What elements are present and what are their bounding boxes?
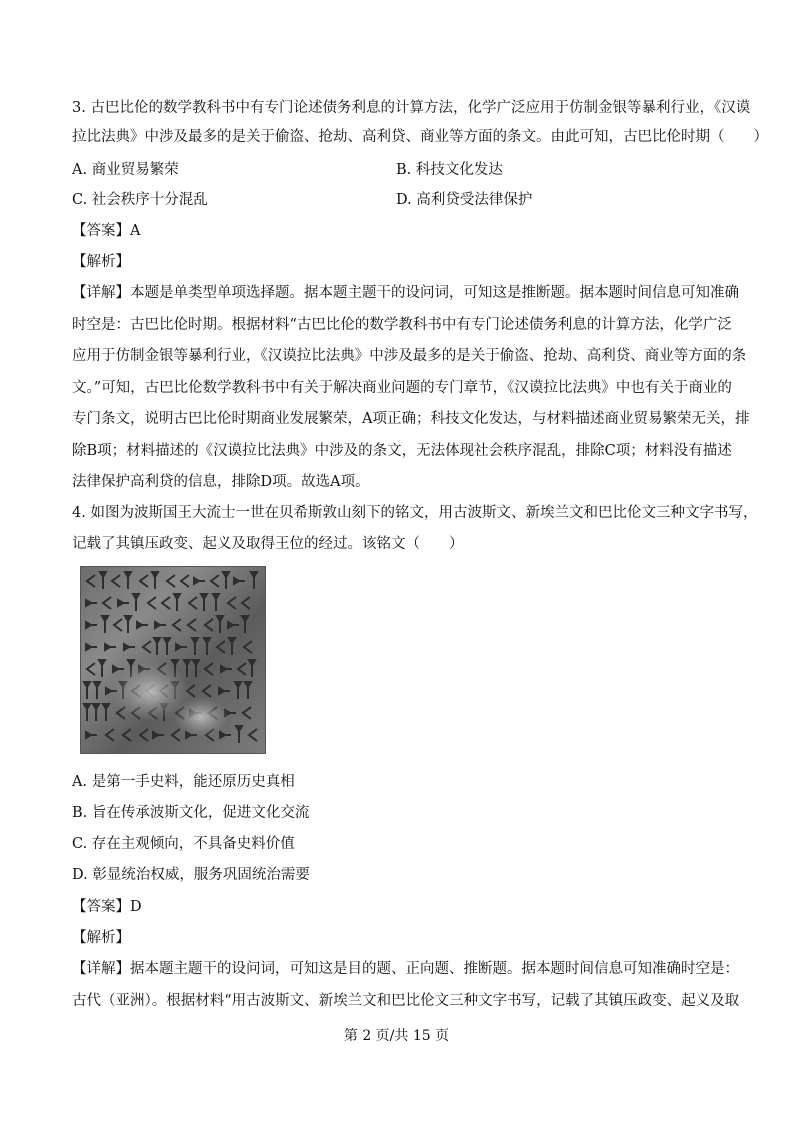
q4-detail xyxy=(72,954,740,1017)
q3-stem-line2: 拉比法典》中涉及最多的是关于偷盗、抢劫、高利贷、商业等方面的条文。由此可知，古巴比伦时期（ ） xyxy=(72,129,768,145)
q3-stem-line1: 3. 古巴比伦的数学教科书中有专门论述债务利息的计算方法，化学广泛应用于仿制金银等暴利行业，《汉谟 xyxy=(72,100,751,116)
q3-detail xyxy=(72,278,750,499)
q4-detail-line: 古代（亚洲）。根据材料“用古波斯文、新埃兰文和巴比伦文三种文字书写，记载了其镇压政变、起义及取 xyxy=(72,992,740,1009)
q3-detail-line: 【详解】本题是单类型单项选择题。据本题主题干的设问词，可知这是推断题。据本题时间信息可知准确 xyxy=(72,285,739,301)
q4-option-a: A. 是第一手史料，能还原历史真相 xyxy=(72,774,295,790)
q3-option-c: C. 社会秩序十分混乱 xyxy=(72,192,208,208)
q4-stem-line2: 记载了其镇压政变、起义及取得王位的经过。该铭文（ ） xyxy=(72,536,464,552)
q4-analysis-label: 【解析】 xyxy=(72,930,130,946)
page-footer: 第 2 页/共 15 页 xyxy=(343,1028,450,1044)
q3-option-a: A. 商业贸易繁荣 xyxy=(72,162,179,178)
q3-analysis-label: 【解析】 xyxy=(72,254,130,270)
q3-detail-line: 文。”可知，古巴比伦数学教科书中有关于解决商业问题的专门章节，《汉谟拉比法典》中也有关于商业的 xyxy=(72,379,732,396)
q3-detail-line: 除B项；材料描述的《汉谟拉比法典》中涉及的条文，无法体现社会秩序混乱，排除C项；材料没有描述 xyxy=(72,442,732,459)
q4-option-d: D. 彰显统治权威，服务巩固统治需要 xyxy=(72,867,310,883)
q3-detail-line: 应用于仿制金银等暴利行业，《汉谟拉比法典》中涉及最多的是关于偷盗、抢劫、高利贷、商业等方面的条 xyxy=(72,348,747,364)
q3-answer: 【答案】A xyxy=(72,223,141,239)
q3-detail-line: 时空是：古巴比伦时期。根据材料“古巴比伦的数学教科书中有专门论述债务利息的计算方法，化学广泛 xyxy=(72,316,732,333)
q3-detail-line: 法律保护高利贷的信息，排除D项。故选A项。 xyxy=(72,474,370,490)
q3-option-d: D. 高利贷受法律保护 xyxy=(396,192,533,208)
q3-detail-line: 专门条文，说明古巴比伦时期商业发展繁荣，A项正确；科技文化发达，与材料描述商业贸易繁荣无关，排 xyxy=(72,411,750,427)
q4-option-b: B. 旨在传承波斯文化，促进文化交流 xyxy=(72,805,310,821)
q4-answer: 【答案】D xyxy=(72,899,142,915)
q4-detail-line: 【详解】据本题主题干的设问词，可知这是目的题、正向题、推断题。据本题时间信息可知准确时空是： xyxy=(72,961,739,977)
cuneiform-inscription-image xyxy=(80,566,266,754)
q4-option-c: C. 存在主观倾向，不具备史料价值 xyxy=(72,836,295,852)
q4-stem-line1: 4. 如图为波斯国王大流士一世在贝希斯敦山刻下的铭文，用古波斯文、新埃兰文和巴比伦文三种文字书写， xyxy=(72,505,758,521)
q3-option-b: B. 科技文化发达 xyxy=(396,162,503,178)
